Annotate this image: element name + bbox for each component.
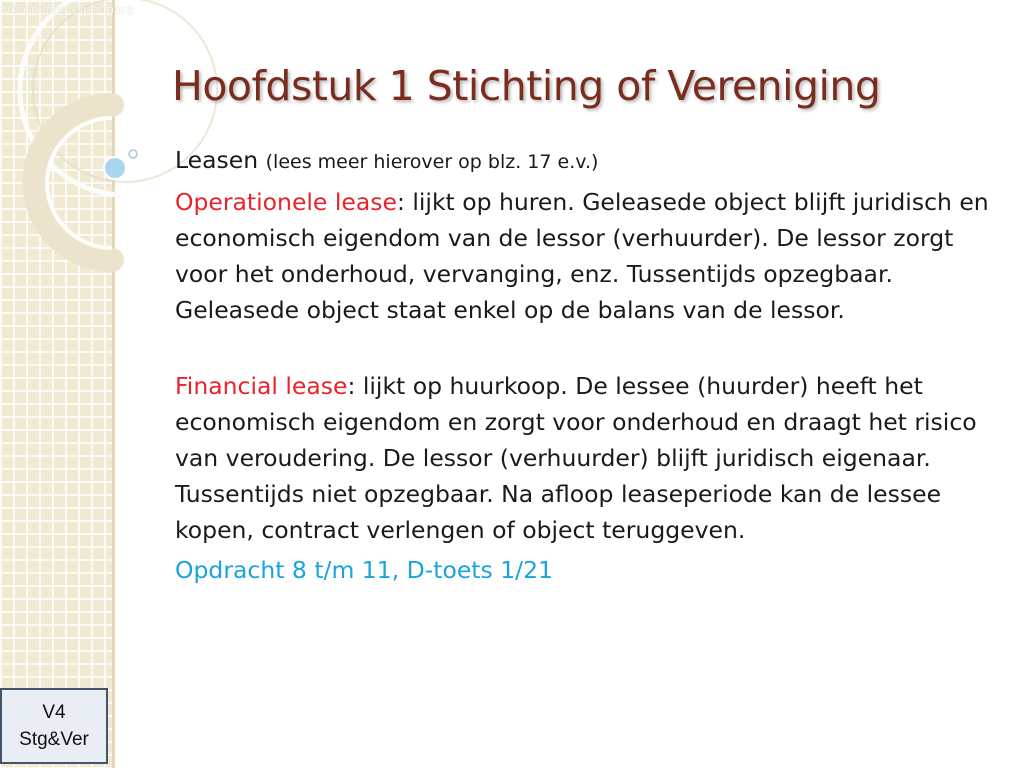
watermark-text: Vereniging Openbare: [2, 1, 135, 17]
badge-line-2: Stg&Ver: [19, 729, 89, 750]
badge-line-1: V4: [42, 702, 66, 723]
operational-term: Operationele lease: [175, 188, 397, 216]
financial-paragraph: [175, 368, 990, 548]
version-badge: [0, 688, 108, 764]
decorative-circles-icon: [0, 0, 200, 300]
financial-term: Financial lease: [175, 372, 348, 400]
operational-text: : lijkt op huren. Geleasede object blijft juridisch en economisch eigendom van de lessor (verhuurder). De lessor zorgt voor het onderhoud, vervanging, enz. Tussentijds opzegbaar. Geleasede object staat enkel op de balans van de lessor.: [175, 188, 989, 324]
financial-text: : lijkt op huurkoop. De lessee (huurder) heeft het economisch eigendom en zorgt voor onderhoud en draagt het risico van veroudering. De lessor (verhuurder) blijft juridisch eigenaar. Tussentijds niet opzegbaar. Na afloop leaseperiode kan de lessee kopen, contract verlengen of object teruggeven.: [175, 372, 977, 544]
leasen-heading: Leasen: [175, 146, 259, 174]
assignment-line: Opdracht 8 t/m 11, D-toets 1/21: [175, 556, 553, 584]
leasen-note: (lees meer hierover op blz. 17 e.v.): [265, 151, 599, 173]
slide-content: [175, 142, 990, 592]
paragraph-spacer: [175, 332, 990, 368]
operational-paragraph: [175, 184, 990, 328]
leasen-line: [175, 142, 990, 180]
slide-title: Hoofdstuk 1 Stichting of Vereniging: [172, 62, 881, 110]
